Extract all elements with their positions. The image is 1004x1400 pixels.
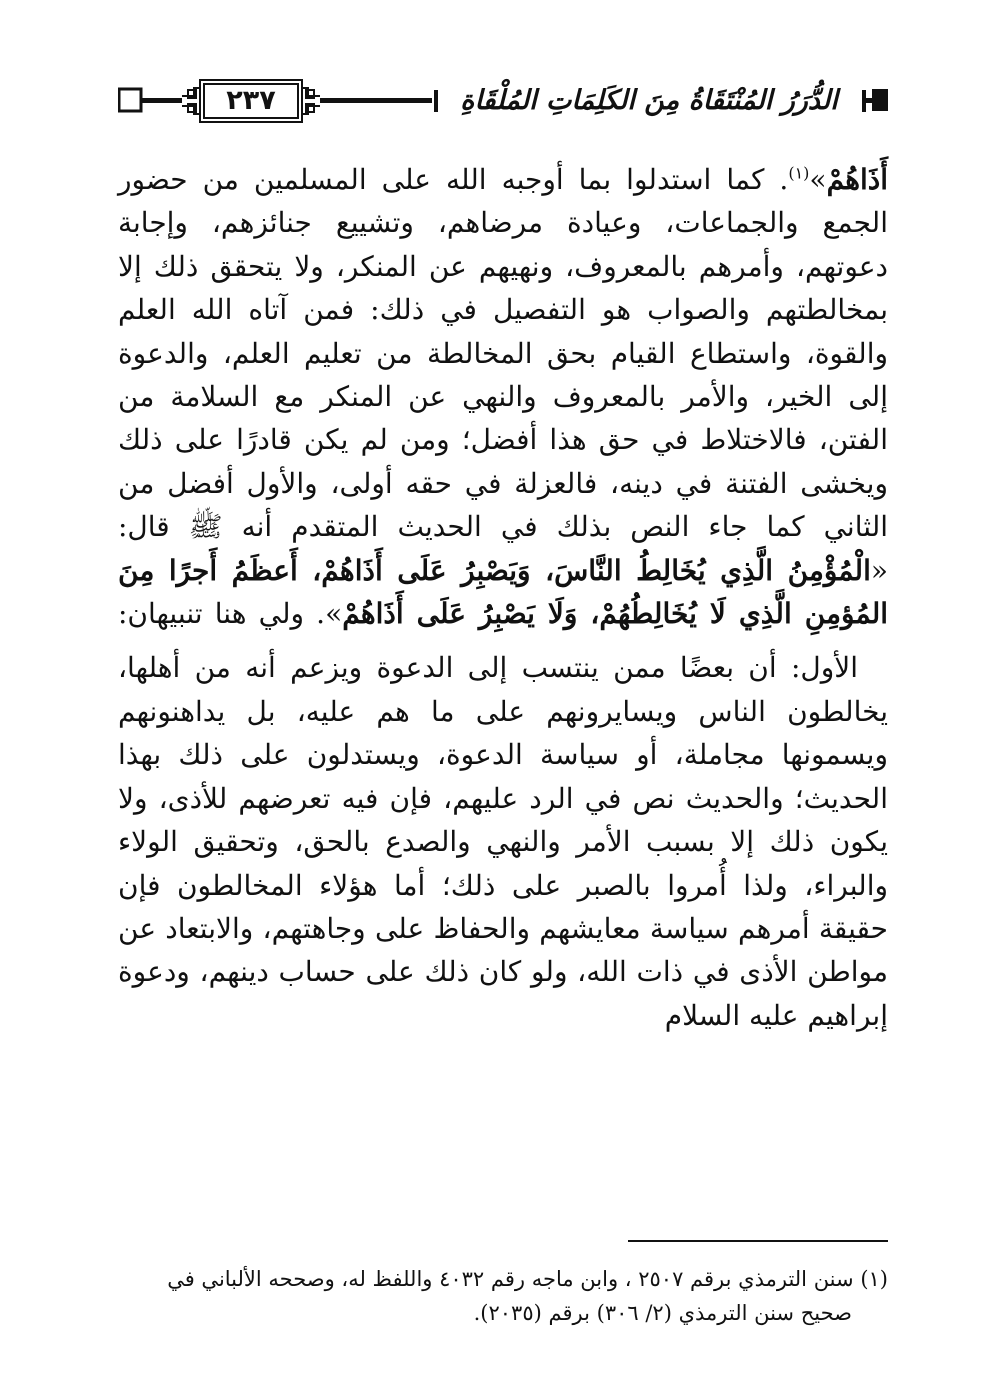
page-header [118, 72, 888, 130]
footnote-1 [118, 1262, 888, 1330]
footnote-line-2: صحيح سنن الترمذي (٢/ ٣٠٦) برقم (٢٠٣٥). [473, 1301, 852, 1325]
lead-close-quote: » [809, 163, 827, 196]
footnotes [118, 1262, 888, 1330]
main-text [118, 158, 888, 1037]
footnote-ref-1[interactable]: (١) [788, 163, 810, 183]
footnote-line-1: سنن الترمذي برقم ٢٥٠٧ ، وابن ماجه رقم ٤٠٣٢ واللفظ له، وصححه الألباني في [167, 1267, 854, 1291]
footnote-marker: (١) [860, 1267, 888, 1291]
hadith-close-quote: » [325, 597, 343, 631]
book-title: الدُّرَرُ المُنْتَقَاةُ مِنَ الكَلِمَاتِ المُلْقَاةِ [444, 80, 854, 122]
paragraph-1-text: . كما استدلوا بما أوجبه الله على المسلمين من حضور الجمع والجماعات، وعيادة مرضاهم، وتشييع جنائزهم، وإجابة دعوتهم، وأمرهم بالمعروف، ونهيهم عن المنكر، ولا يتحقق ذلك إلا بمخالطتهم والصواب هو التفصيل في ذلك: فمن آتاه الله العلم والقوة، واستطاع القيام بحق المخالطة من تعليم العلم، والدعوة إلى الخير، والأمر بالمعروف والنهي عن المنكر مع السلامة من الفتن، فالاختلاط في حق هذا أفضل؛ ومن لم يكن قادرًا على ذلك ويخشى الفتنة في دينه، فالعزلة في حقه أولى، والأول أفضل من الثاني كما جاء النص بذلك في الحديث المتقدم أنه ﷺ قال: [118, 163, 888, 544]
paragraph-1 [118, 158, 888, 635]
hadith-text: الْمُؤْمِنُ الَّذِي يُخَالِطُ النَّاسَ، وَيَصْبِرُ عَلَى أَذَاهُمْ، أَعظَمُ أَجرًا مِنَ المُؤمِنِ الَّذِي لَا يُخَالِطُهُمْ، وَلَا يَصْبِرُ عَلَى أَذَاهُمْ [118, 553, 889, 631]
lead-quote-end: أَذَاهُمْ [826, 163, 888, 196]
page-number: ٢٣٧ [226, 85, 276, 116]
hadith-open-quote: « [870, 553, 888, 587]
paragraph-2-text: الأول: أن بعضًا ممن ينتسب إلى الدعوة ويزعم أنه من أهلها، يخالطون الناس ويسايرونهم على ما هم عليه، بل يداهنونهم ويسمونها مجاملة، أو سياسة الدعوة، ويستدلون على ذلك بهذا الحديث؛ والحديث نص في الرد عليهم، فإن فيه تعرضهم للأذى، ولا يكون ذلك إلا بسبب الأمر والنهي والصدع بالحق، وتحقيق الولاء والبراء، ولذا أُمروا بالصبر على ذلك؛ أما هؤلاء المخالطون فإن حقيقة أمرهم سياسة معايشهم والحفاظ على وجاهتهم، والابتعاد عن مواطن الأذى في ذات الله، ولو كان ذلك على حساب دينهم، ودعوة إبراهيم عليه السلام [118, 651, 888, 1032]
footnote-separator [628, 1240, 888, 1242]
paragraph-2 [118, 646, 888, 1037]
paragraph-1-tail: . ولي هنا تنبيهان: [118, 597, 326, 631]
